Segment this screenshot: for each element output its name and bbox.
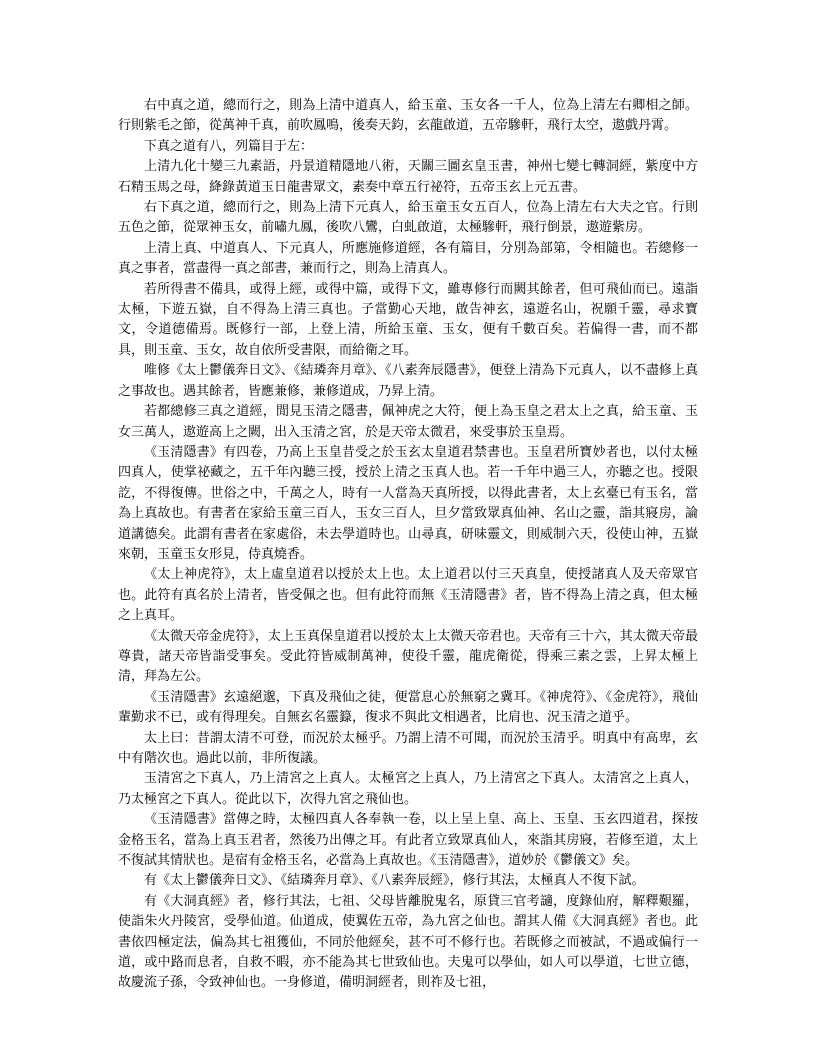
paragraph: 《玉清隱書》當傳之時，太極四真人各奉執一卷，以上呈上皇、高上、玉皇、玉玄四道君，探按金格玉名，當為上真玉君者，然後乃出傳之耳。有此者立致眾真仙人，來詣其房寢，若修至道，太上不復試其情狀也。是宿有金格玉名，必當為上真故也。《玉清隱書》，道妙於《鬱儀文》矣。	[118, 812, 698, 869]
paragraph: 有《太上鬱儀奔日文》、《結璘奔月章》、《八素奔辰經》，修行其法，太極真人不復下試。	[144, 873, 645, 889]
paragraph: 右下真之道，總而行之，則為上清下元真人，給玉童玉女五百人，位為上清左右大夫之官。行則五色之節，從眾神玉女，前嘯九鳳，後吹八鸞，白虬啟道，太極驂軒，飛行倒景，遨遊紫房。	[118, 200, 698, 236]
paragraph: 上清九化十變三九素語，丹景道精隱地八術，天關三圖玄皇玉書，神州七變七轉洞經，紫度中方石精玉馬之母，絳錄黃道玉日龍書眾文，素奏中章五行祕符，五帝玉玄上元五書。	[118, 159, 698, 195]
paragraph: 若所得書不備具，或得上經，或得中篇，或得下文，雖專修行而闕其餘者，但可飛仙而已。遠詣太極，下遊五嶽，自不得為上清三真也。子當勤心天地，啟告神玄，遠遊名山，祝願千靈，尋求寶文，令道德備焉。既修行一部，上登上清，所給玉童、玉女，便有千數百矣。若偏得一書，而不都具，則玉童、玉女，故自依所受書限，而給衛之耳。	[118, 281, 698, 358]
paragraph: 有《大洞真經》者，修行其法，七祖、父母皆離脫鬼名，原貸三官考讁，度錄仙府，解釋艱羅，使詣朱火丹陵宮，受學仙道。仙道成，使翼佐五帝，為九宮之仙也。謂其人備《大洞真經》者也。此書依四極定法，偏為其七祖獲仙，不同於他經矣，甚不可不修行也。若既修之而被試，不過或偏行一道，或中路而息者，自救不暇，亦不能為其七世致仙也。夫鬼可以學仙，如人可以學道，七世立德，故慶流子孫，令致神仙也。一身修道，備明洞經者，則祚及七祖，	[118, 893, 698, 991]
paragraph: 《太上神虎符》，太上虛皇道君以授於太上也。太上道君以付三天真皇，使授諸真人及天帝眾官也。此符有真名於上清者，皆受佩之也。但有此符而無《玉清隱書》者，皆不得為上清之真，但太極之上真耳。	[118, 567, 698, 624]
document-page	[118, 96, 698, 994]
paragraph: 《玉清隱書》有四卷，乃高上玉皇昔受之於玉玄太皇道君禁書也。玉皇君所寶妙者也，以付太極四真人，使掌祕藏之，五千年內聽三授，授於上清之玉真人也。若一千年中過三人，亦聽之也。授限訖，不得復傳。世俗之中，千萬之人，時有一人當為天真所授，以得此書者，太上玄臺已有玉名，當為上真故也。有書者在家給玉童三百人，玉女三百人，旦夕當致眾真仙神、名山之靈，詣其寢房，論道講德矣。此謂有書者在家處俗，未去學道時也。山尋真，研味靈文，則威制六天，役使山神，五嶽來朝，玉童玉女形見，侍真燒香。	[118, 444, 698, 562]
paragraph: 《太微天帝金虎符》，太上玉真保皇道君以授於太上太微天帝君也。天帝有三十六，其太微天帝最尊貴，諸天帝皆詣受事矣。受此符皆威制萬神，使役千靈，龍虎衛從，得乘三素之雲，上昇太極上清，拜為左公。	[118, 628, 698, 685]
paragraph: 《玉清隱書》玄遠絕邈，下真及飛仙之徒，便當息心於無窮之冀耳。《神虎符》、《金虎符》，飛仙輩勤求不已，或有得理矣。自無玄名靈籙，復求不與此文相遇者，比肩也、況玉清之道乎。	[118, 689, 698, 726]
paragraph: 唯修《太上鬱儀奔日文》、《結璘奔月章》、《八素奔辰隱書》，便登上清為下元真人，以不盡修上真之事故也。遇其餘者，皆應兼修，兼修道成，乃昇上清。	[118, 363, 698, 399]
paragraph: 下真之道有八，列篇目于左：	[144, 138, 314, 154]
paragraph: 右中真之道，總而行之，則為上清中道真人，給玉童、玉女各一千人，位為上清左右卿相之師。行則紫毛之節，從萬神千真，前吹鳳鳴，後奏天鈞，玄龍啟道，五帝驂軒，飛行太空，遨戲丹霄。	[118, 98, 698, 134]
paragraph: 玉清宮之下真人，乃上清宮之上真人。太極宮之上真人，乃上清宮之下真人。太清宮之上真人，乃太極宮之下真人。從此以下，次得九宮之飛仙也。	[118, 771, 698, 807]
paragraph: 太上曰：昔謂太清不可登，而況於太極乎。乃謂上清不可聞，而況於玉清乎。明真中有高卑，玄中有階次也。過此以前，非所復議。	[118, 730, 698, 766]
paragraph: 上清上真、中道真人、下元真人，所應施修道經，各有篇目，分別為部第，令相隨也。若總修一真之事者，當盡得一真之部書，兼而行之，則為上清真人。	[118, 240, 698, 277]
paragraph: 若都總修三真之道經，閒見玉清之隱書，佩神虎之大符，便上為玉皇之君太上之真，給玉童、玉女三萬人，遨遊高上之闕，出入玉清之宮，於是天帝太微君，來受事於玉皇焉。	[118, 404, 698, 440]
